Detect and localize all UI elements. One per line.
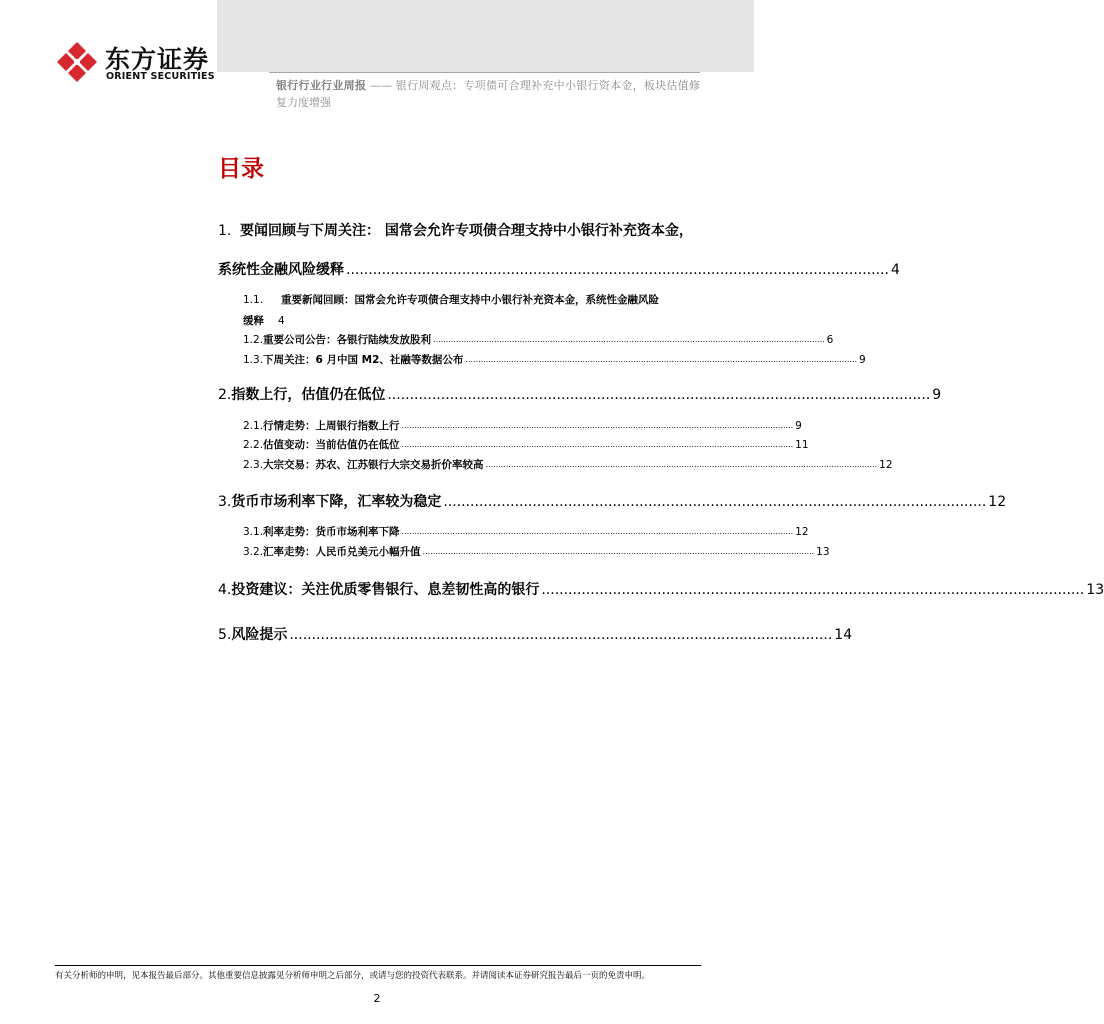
header-separator: —— bbox=[370, 79, 393, 92]
toc-subentry-title: 重要新闻回顾：国常会允许专项债合理支持中小银行补充资本金，系统性金融风险 bbox=[281, 294, 659, 306]
toc-subentry-title: 汇率走势：人民币兑美元小幅升值 bbox=[263, 546, 421, 558]
toc-entry-number: 2. bbox=[218, 387, 232, 403]
toc-leader-dots: .......................................................................................................................................................... bbox=[485, 460, 878, 469]
toc-subentry-number: 2.1. bbox=[243, 420, 264, 432]
toc-subentry-title: 下周关注：6 月中国 M2、社融等数据公布 bbox=[263, 354, 464, 366]
toc-subentry-title: 重要公司公告：各银行陆续发放股利 bbox=[263, 334, 432, 346]
toc-subentry-title-cont: 缓释 bbox=[243, 315, 264, 327]
toc-subentry-2-1[interactable] bbox=[243, 417, 802, 435]
toc-subentry-2-3[interactable] bbox=[243, 456, 893, 474]
toc-leader-dots: .......................................................................................................................................................... bbox=[401, 421, 794, 430]
report-subtitle: 银行周观点：专项债可合理补充中小银行资本金，板块估值修复力度增强 bbox=[276, 79, 701, 109]
toc-subentry-title: 行情走势：上周银行指数上行 bbox=[263, 420, 400, 432]
toc-leader-dots: .......................................................................................................................... bbox=[387, 387, 931, 403]
toc-entry-5[interactable] bbox=[218, 625, 853, 645]
toc-leader-dots: .......................................................................................................................... bbox=[289, 627, 833, 643]
toc-subentry-page: 9 bbox=[795, 420, 802, 432]
toc-leader-dots: .......................................................................................................................... bbox=[346, 262, 889, 278]
toc-entry-page: 14 bbox=[834, 627, 853, 643]
toc-entry-number: 3. bbox=[218, 494, 232, 510]
toc-entry-title: 投资建议：关注优质零售银行、息差韧性高的银行 bbox=[231, 582, 540, 598]
toc-entry-page: 9 bbox=[932, 387, 942, 403]
toc-subentry-number: 3.1. bbox=[243, 526, 264, 538]
orient-securities-logo bbox=[55, 40, 215, 84]
toc-subentry-page: 4 bbox=[278, 315, 285, 327]
brand-name-cn: 东方证券 bbox=[105, 45, 210, 74]
toc-subentry-1-2[interactable] bbox=[243, 331, 834, 349]
toc-entry-3[interactable] bbox=[218, 492, 1007, 512]
header-rule bbox=[269, 72, 700, 73]
brand-name-en: ORIENT SECURITIES bbox=[106, 71, 215, 82]
toc-subentry-title: 利率走势：货币市场利率下降 bbox=[263, 526, 400, 538]
toc-entry-title: 指数上行，估值仍在低位 bbox=[231, 387, 386, 403]
toc-subentry-2-2[interactable] bbox=[243, 436, 809, 454]
toc-subentry-1-1[interactable] bbox=[243, 291, 686, 330]
toc-entry-number: 5. bbox=[218, 627, 232, 643]
toc-subentry-number: 1.2. bbox=[243, 334, 264, 346]
toc-subentry-page: 11 bbox=[795, 439, 809, 451]
toc-subentry-number: 2.3. bbox=[243, 459, 264, 471]
toc-leader-dots: .......................................................................................................................................................... bbox=[401, 440, 794, 449]
toc-subentry-title: 估值变动：当前估值仍在低位 bbox=[263, 439, 400, 451]
toc-subentry-1-3[interactable] bbox=[243, 351, 866, 369]
toc-entry-4[interactable] bbox=[218, 580, 1104, 600]
toc-subentry-page: 13 bbox=[816, 546, 830, 558]
footer-disclaimer: 有关分析师的申明，见本报告最后部分。其他重要信息披露见分析师申明之后部分，或请与您的投资代表联系。并请阅读本证券研究报告最后一页的免责申明。 bbox=[55, 971, 651, 981]
toc-entry-number: 1. bbox=[218, 223, 232, 239]
toc-subentry-number: 1.3. bbox=[243, 354, 264, 366]
toc-subentry-page: 6 bbox=[826, 334, 834, 346]
toc-entry-page: 12 bbox=[988, 494, 1007, 510]
toc-subentry-number: 1.1. bbox=[243, 294, 264, 306]
page-number: 2 bbox=[373, 992, 381, 1005]
toc-leader-dots: .......................................................................................................................................................... bbox=[465, 355, 858, 364]
toc-subentry-number: 3.2. bbox=[243, 546, 264, 558]
toc-entry-page: 13 bbox=[1086, 582, 1104, 598]
toc-subentry-page: 9 bbox=[859, 354, 866, 366]
toc-entry-page: 4 bbox=[890, 262, 900, 278]
toc-leader-dots: .......................................................................................................................... bbox=[443, 494, 987, 510]
report-header bbox=[276, 77, 700, 111]
toc-entry-title-cont: 系统性金融风险缓释 bbox=[218, 262, 344, 278]
toc-subentry-page: 12 bbox=[795, 526, 809, 538]
toc-subentry-3-2[interactable] bbox=[243, 543, 830, 561]
toc-subentry-number: 2.2. bbox=[243, 439, 264, 451]
toc-entry-title: 要闻回顾与下周关注： 国常会允许专项债合理支持中小银行补充资本金， bbox=[240, 223, 693, 239]
toc-leader-dots: .......................................................................................................................................................... bbox=[433, 335, 825, 344]
report-category: 银行行业行业周报 bbox=[276, 79, 367, 92]
toc-entry-2[interactable] bbox=[218, 385, 942, 405]
orient-securities-logo-icon bbox=[55, 40, 99, 84]
toc-subentry-3-1[interactable] bbox=[243, 523, 809, 541]
toc-subentry-page: 12 bbox=[879, 459, 893, 471]
toc-leader-dots: .......................................................................................................................................................... bbox=[422, 547, 815, 556]
toc-entry-title: 风险提示 bbox=[231, 627, 288, 643]
toc-leader-dots: .......................................................................................................................................................... bbox=[401, 527, 794, 536]
toc-entry-number: 4. bbox=[218, 582, 232, 598]
toc-entry-1[interactable] bbox=[218, 221, 900, 280]
toc-subentry-title: 大宗交易：苏农、江苏银行大宗交易折价率较高 bbox=[263, 459, 484, 471]
header-band bbox=[217, 0, 754, 72]
toc-leader-dots: .......................................................................................................................... bbox=[541, 582, 1085, 598]
page-title: 目录 bbox=[218, 156, 264, 182]
footer-rule bbox=[55, 965, 701, 966]
toc-entry-title: 货币市场利率下降，汇率较为稳定 bbox=[231, 494, 442, 510]
